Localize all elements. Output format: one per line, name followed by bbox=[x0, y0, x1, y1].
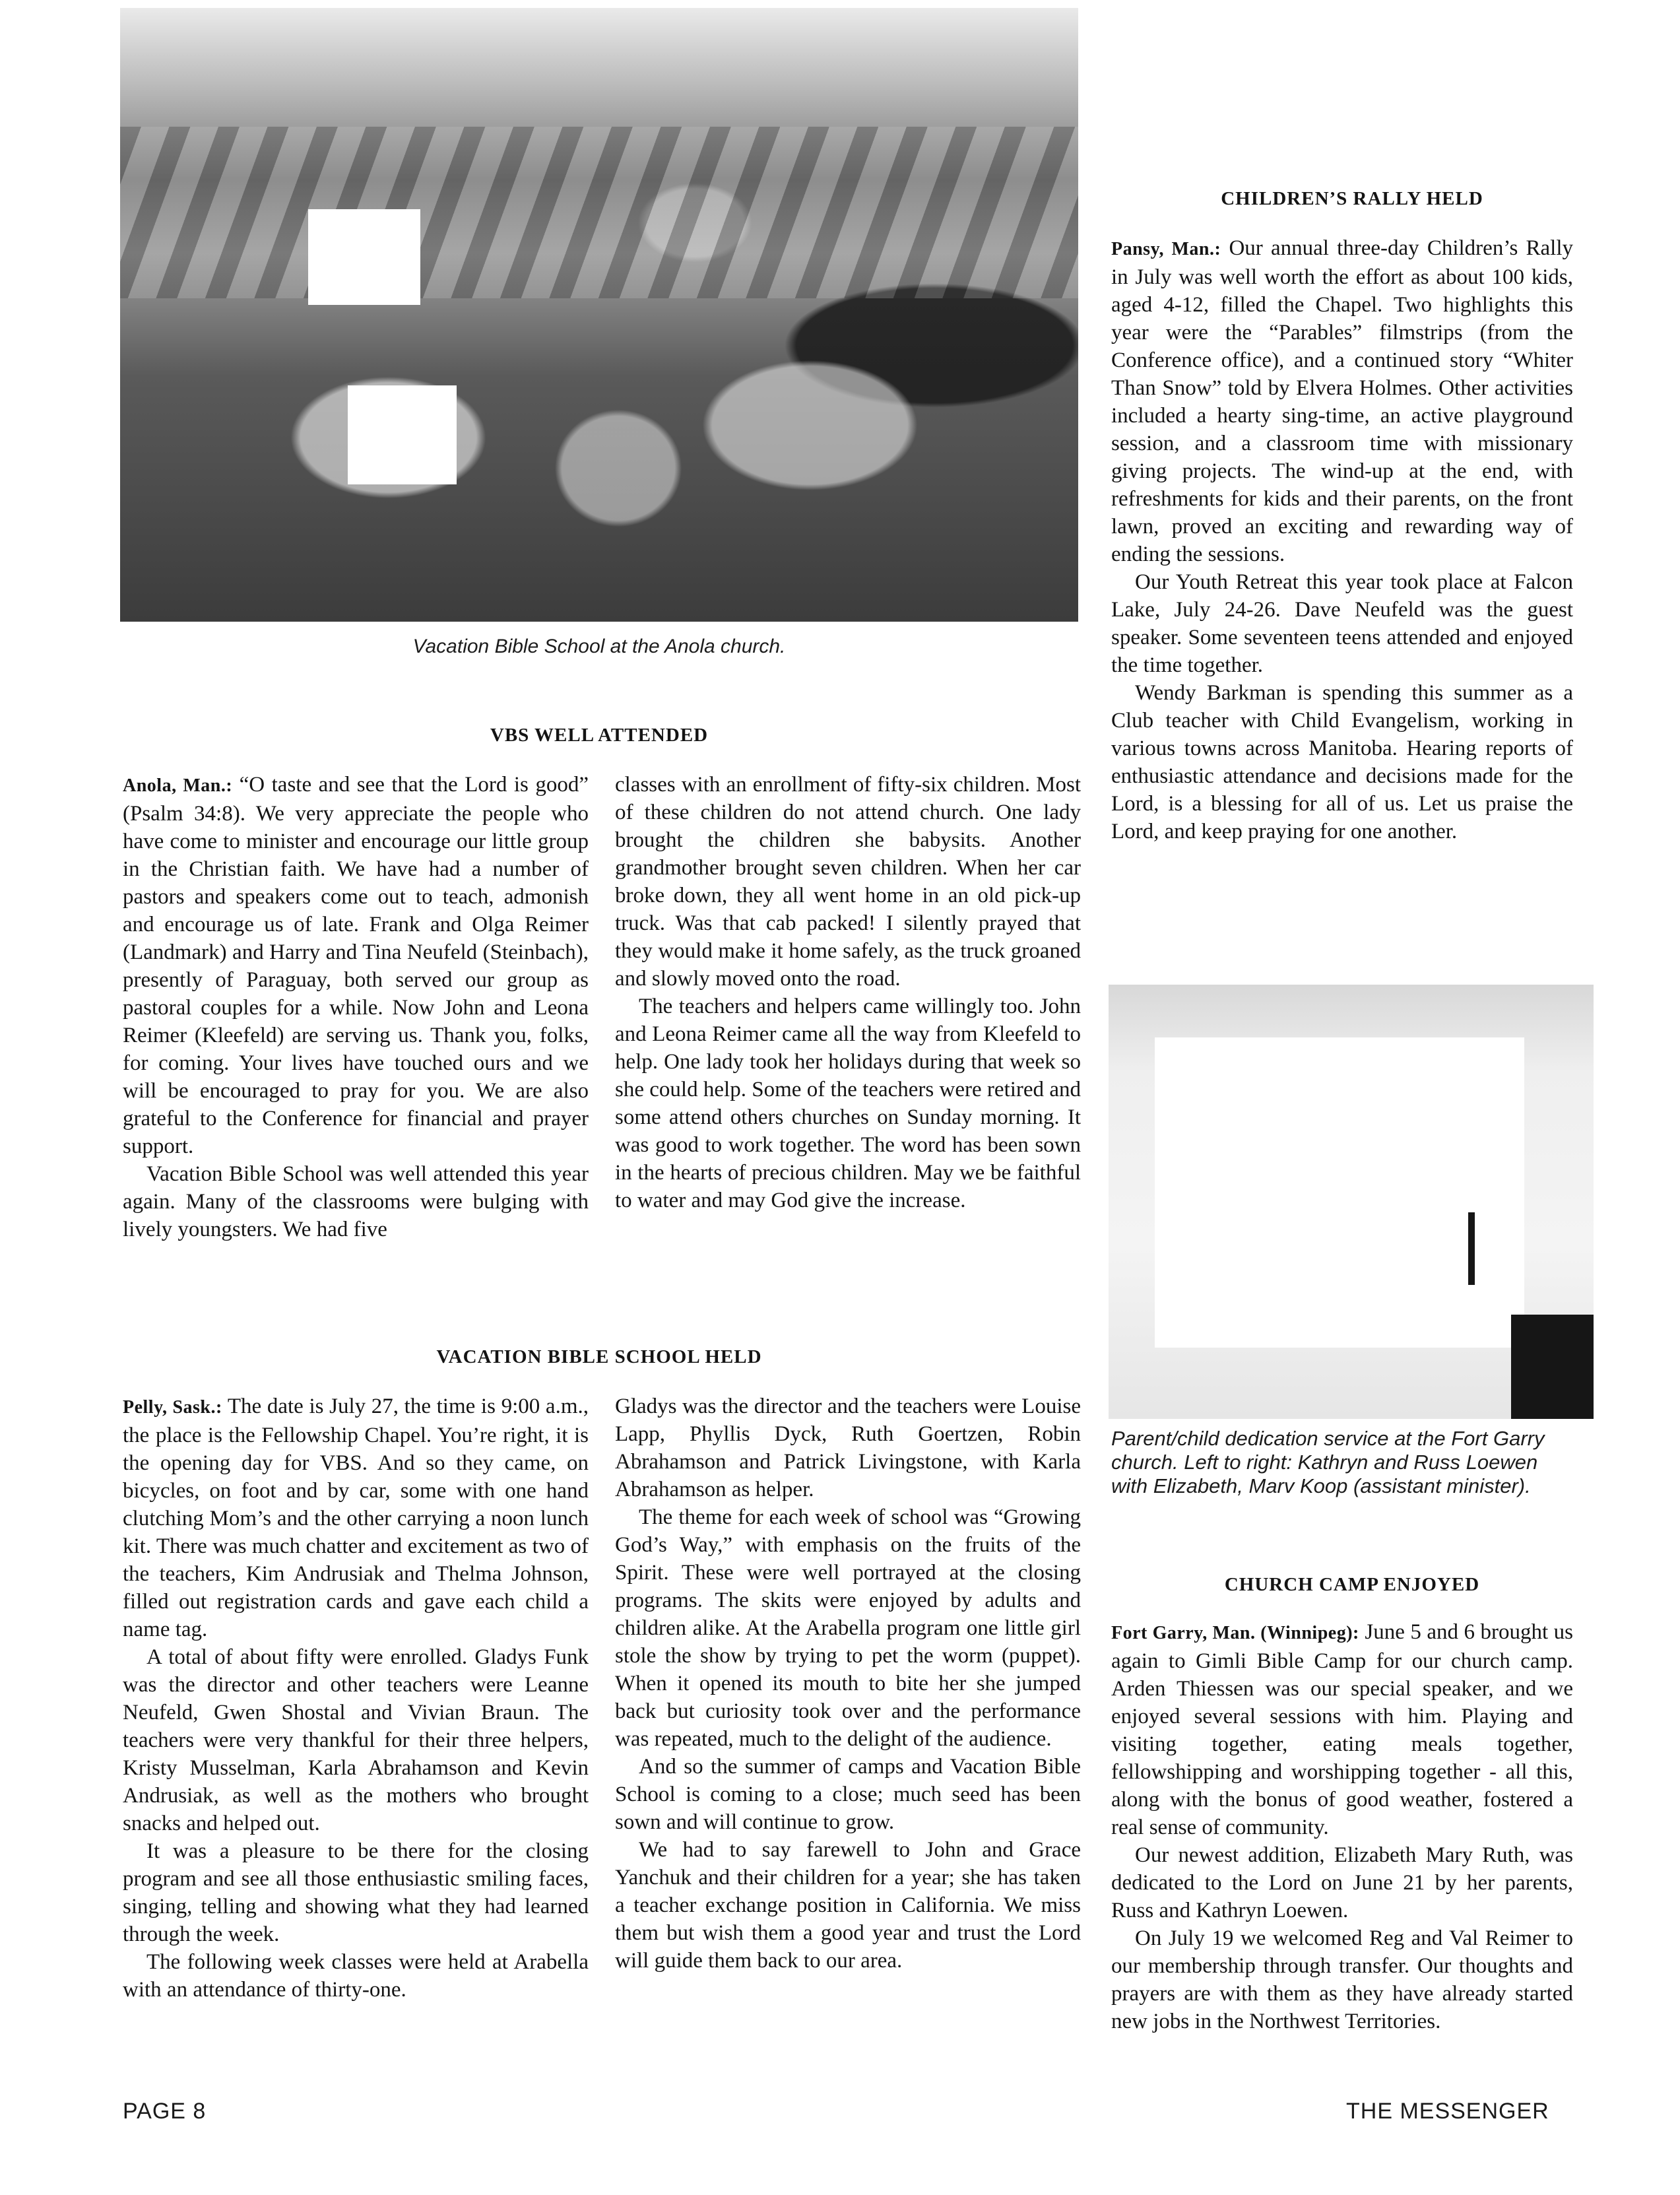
paragraph: And so the summer of camps and Vacation Bible School is coming to a close; much seed has been sown and will continue to grow. bbox=[615, 1755, 1081, 1834]
article-heading-vbs-held: VACATION BIBLE SCHOOL HELD bbox=[436, 1346, 762, 1367]
article-heading-childrens-rally: CHILDREN’S RALLY HELD bbox=[1221, 188, 1483, 209]
dateline: Fort Garry, Man. (Winnipeg): bbox=[1111, 1623, 1359, 1643]
paragraph-text: “O taste and see that the Lord is good” (Psalm 34:8). We very appreciate the people who have come to minister and encourage our little group in the Christian faith. We have had a number of pastors and speakers come out to teach, admonish and encourage us of late. Frank and Olga Reimer (Landmark) and Harry and Tina Neufeld (Steinbach), presently of Paraguay, both served our group as pastoral couples for a while. Now John and Leona Reimer (Kleefeld) are serving us. Thank you, folks, for coming. Your lives have touched ours and we will be encouraged to pray for you. We are also grateful to the Conference for financial and prayer support. bbox=[123, 773, 589, 1158]
paragraph-text: June 5 and 6 brought us again to Gimli Bible Camp for our church camp. Arden Thiessen was our special speaker, and we enjoyed several sessions with him. Playing and visiting together, eating meals together, fellowshipping and worshipping together - all this, along with the bonus of good weather, fostered a real sense of community. bbox=[1111, 1620, 1574, 1839]
paragraph: The teachers and helpers came willingly too. John and Leona Reimer came all the way from Kleefeld to help. One lady took her holidays during that week so she could help. Some of the teachers were retired and some attend others churches on Sunday morning. It was good to work together. The word has been sown in the hearts of precious children. May we be faithful to water and may God give the increase. bbox=[615, 995, 1081, 1212]
paragraph: Vacation Bible School was well attended this year again. Many of the classrooms were bulging with lively youngsters. We had five bbox=[123, 1162, 589, 1241]
paragraph-text: Our annual three-day Children’s Rally in July was well worth the effort as about 100 kids, aged 4-12, filled the Chapel. Two highlights this year were the “Parables” filmstrips (from the Conference office), and a continued story “Whiter Than Snow” told by Elvera Holmes. Other activities included a hearty sing-time, an active playground session, and a classroom time with missionary giving projects. The wind-up at the end, with refreshments for kids and their parents, on the front lawn, proved an exciting and rewarding way of ending the sessions. bbox=[1111, 236, 1573, 566]
article-heading-vbs-attended: VBS WELL ATTENDED bbox=[490, 725, 709, 746]
paragraph bbox=[123, 1392, 589, 1643]
dateline: Pelly, Sask.: bbox=[123, 1397, 222, 1418]
photo-redaction-block bbox=[1155, 1037, 1524, 1348]
paragraph: Gladys was the director and the teachers were Louise Lapp, Phyllis Dyck, Ruth Goertzen, Robin Abrahamson and Patrick Livingstone, with Karla Abrahamson as helper. bbox=[615, 1394, 1081, 1501]
publication-name: THE MESSENGER bbox=[1346, 2099, 1549, 2124]
paragraph: It was a pleasure to be there for the closing program and see all those enthusiastic smiling faces, singing, telling and showing what they had learned through the week. bbox=[123, 1839, 589, 1946]
article-vbs-attended-col1 bbox=[123, 771, 589, 1243]
photo-top-caption: Vacation Bible School at the Anola church. bbox=[412, 636, 786, 657]
paragraph: The theme for each week of school was “Growing God’s Way,” with emphasis on the fruits of the Spirit. These were well portrayed at the closing programs. The skits were enjoyed by adults and children alike. At the Arabella program one little girl stole the show by trying to pet the worm (puppet). When it opened its mouth to bite her she jumped back but curiosity took over and the performance was repeated, much to the delight of the audience. bbox=[615, 1505, 1081, 1751]
article-vbs-held-col1 bbox=[123, 1392, 589, 2004]
article-vbs-held-col2 bbox=[615, 1392, 1081, 1975]
article-vbs-attended-col2 bbox=[615, 771, 1081, 1214]
paragraph-text: The date is July 27, the time is 9:00 a.m., the place is the Fellowship Chapel. You’re right, it is the opening day for VBS. And so they came, on bicycles, on foot and by car, some with one hand clutching Mom’s and the other carrying a noon lunch kit. There was much chatter and excitement as two of the teachers, Kim Andrusiak and Thelma Johnson, filled out registration cards and gave each child a name tag. bbox=[123, 1394, 589, 1641]
paragraph: Our newest addition, Elizabeth Mary Ruth, was dedicated to the Lord on June 21 by her parents, Russ and Kathryn Loewen. bbox=[1111, 1843, 1573, 1922]
photo-redaction-block bbox=[308, 209, 420, 305]
dateline: Pansy, Man.: bbox=[1111, 239, 1221, 259]
paragraph bbox=[123, 771, 589, 1160]
photo-dedication-service bbox=[1109, 985, 1594, 1419]
paragraph: Our Youth Retreat this year took place at Falcon Lake, July 24-26. Dave Neufeld was the guest speaker. Some seventeen teens attended and enjoyed the time together. bbox=[1111, 570, 1573, 677]
article-heading-church-camp: CHURCH CAMP ENJOYED bbox=[1224, 1574, 1480, 1595]
paragraph bbox=[1111, 234, 1573, 568]
paragraph: The following week classes were held at Arabella with an attendance of thirty-one. bbox=[123, 1950, 589, 2002]
article-church-camp bbox=[1111, 1618, 1573, 2035]
paragraph: On July 19 we welcomed Reg and Val Reimer to our membership through transfer. Our thoughts and prayers are with them as they have already started new jobs in the Northwest Territories. bbox=[1111, 1926, 1573, 2033]
dateline: Anola, Man.: bbox=[123, 775, 233, 796]
page-number: PAGE 8 bbox=[123, 2099, 207, 2124]
paragraph: classes with an enrollment of fifty-six children. Most of these children do not attend church. One lady brought the children she babysits. Another grandmother brought seven children. When her car broke down, they all went home in an old pick-up truck. Was that cab packed! I silently prayed that they would make it home safely, as the truck groaned and slowly moved onto the road. bbox=[615, 773, 1081, 991]
photo-vbs-anola bbox=[120, 8, 1078, 622]
paragraph: Wendy Barkman is spending this summer as a Club teacher with Child Evangelism, working in various towns across Manitoba. Hearing reports of enthusiastic attendance and decisions made for the Lord, is a blessing for all of us. Let us praise the Lord, and keep praying for one another. bbox=[1111, 681, 1573, 843]
photo-dark-figure bbox=[1511, 1315, 1594, 1419]
paragraph: We had to say farewell to John and Grace Yanchuk and their children for a year; she has taken a teacher exchange position in California. We miss them but wish them a good year and trust the Lord will guide them back to our area. bbox=[615, 1838, 1081, 1973]
photo-redaction-block bbox=[348, 385, 457, 484]
photo-mural-background bbox=[120, 127, 1078, 298]
paragraph bbox=[1111, 1618, 1573, 1841]
article-childrens-rally bbox=[1111, 234, 1573, 845]
photo-right-caption: Parent/child dedication service at the Fort Garry church. Left to right: Kathryn and Russ Loewen with Elizabeth, Marv Koop (assistant minister). bbox=[1111, 1427, 1545, 1497]
photo-dark-figure bbox=[1468, 1212, 1475, 1285]
paragraph: A total of about fifty were enrolled. Gladys Funk was the director and other teachers were Leanne Neufeld, Gwen Shostal and Vivian Braun. The teachers were very thankful for their three helpers, Kristy Musselman, Karla Abrahamson and Kevin Andrusiak, as well as the mothers who brought snacks and helped out. bbox=[123, 1645, 589, 1835]
